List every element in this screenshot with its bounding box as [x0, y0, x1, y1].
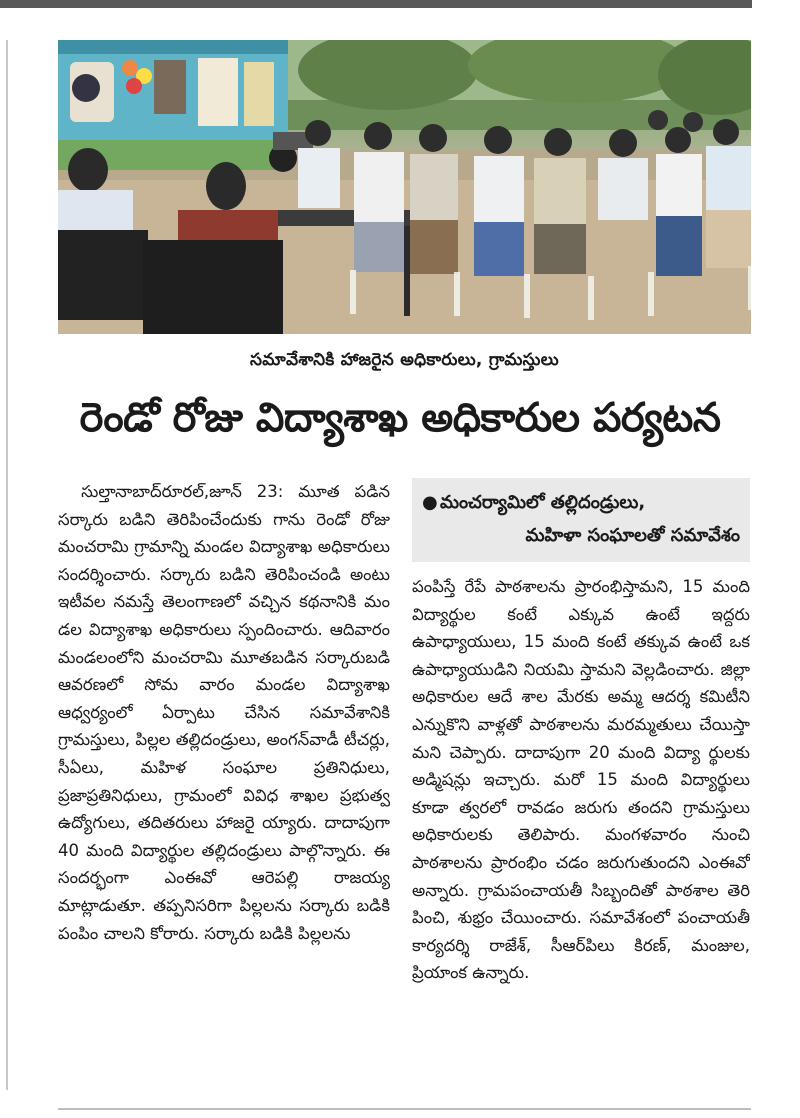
highlight-box: [412, 478, 750, 562]
column-divider-left: [6, 40, 8, 1090]
highlight-line-2: మహిళా సంఘాలతో సమావేశం: [525, 525, 740, 546]
top-bar: [0, 0, 752, 8]
photo-caption: సమావేశానికి హాజరైన అధికారులు, గ్రామస్తులు: [250, 350, 559, 370]
article-headline: రెండో రోజు విద్యాశాఖ అధికారుల పర్యటన: [79, 395, 721, 441]
highlight-text-1: మంచర్యామిలో తల్లిదండ్రులు,: [440, 492, 646, 513]
article-column-2: [412, 573, 750, 1103]
article-column-1: [58, 478, 390, 1100]
highlight-line-1: [422, 486, 740, 519]
bullet-icon: ●: [422, 492, 438, 513]
bottom-rule: [58, 1108, 751, 1110]
article-body-paragraph: సుల్తానాబాద్‌రూరల్‌,జూన్‌ 23: మూత పడిన సర్కారు బడిని తెరిపించేందుకు గాను రెండో రోజు మంచరామి గ్రామాన్ని మండల విద్యాశాఖ అధికారులు సందర్శించారు. సర్కారు బడిని తెరిపించండి అంటు ఇటీవల నమస్తే తెలంగాణలో వచ్చిన కథనానికి మం డల విద్యాశాఖ అధికారులు స్పందించారు. ఆదివారం మండలంలోని మంచరామి మూతబడిన సర్కారుబడి ఆవరణలో సోమ వారం మండల విద్యాశాఖ ఆధ్వర్యంలో ఏర్పాటు చేసిన సమావేశానికి గ్రామస్తులు, పిల్లల తల్లిదండ్రులు, అంగన్‌వాడీ టీచర్లు, సీఏలు, మహిళ సంఘాల ప్రతినిధులు, ప్రజాప్రతినిధులు, గ్రామంలో వివిధ శాఖల ప్రభుత్వ ఉద్యోగులు, తదితరులు హాజరై య్యారు. దాదాపుగా 40 మంది విద్యార్థుల తల్లిదండ్రులు పాల్గొన్నారు. ఈ సందర్భంగా ఎంఈవో ఆరెపల్లి రాజయ్య మాట్లాడుతూ. తప్పనిసరిగా పిల్లలను సర్కారు బడికి పంపిం చాలని కోరారు. సర్కారు బడికి పిల్లలను: [58, 482, 390, 943]
article-body-paragraph: పంపిస్తే రేపే పాఠశాలను ప్రారంభిస్తామని, 15 మంది విద్యార్థుల కంటే ఎక్కువ ఉంటే ఇద్దరు ఉపాధ్యాయులు, 15 మంది కంటే తక్కువ ఉంటే ఒక ఉపాధ్యాయుడిని నియమి స్తామని వెల్లడించారు. జిల్లా అధికారుల ఆదే శాల మేరకు అమ్మ ఆదర్శ కమిటీని ఎన్నుకొని వాళ్లతో పాఠశాలను మరమ్మతులు చేయిస్తా మని చెప్పారు. దాదాపుగా 20 మంది విద్యా ర్థులకు అడ్మిషన్లు ఇచ్చారు. మరో 15 మంది విద్యార్థులు కూడా త్వరలో రావడం జరుగు తందని గ్రామస్తులు అధికారులకు తెలిపారు. మంగళవారం నుంచి పాఠశాలను ప్రారంభిం చడం జరుగుతుందని ఎంఈవో అన్నారు. గ్రామపంచాయతీ సిబ్బందితో పాఠశాల తెరి పించి, శుభ్రం చేయించారు. సమావేశంలో పంచాయతీ కార్యదర్శి రాజేశ్‌, సీఆర్‌పిలు కిరణ్‌, మంజుల, ప్రియాంక ఉన్నారు.: [412, 577, 750, 983]
news-photo: [58, 40, 751, 334]
